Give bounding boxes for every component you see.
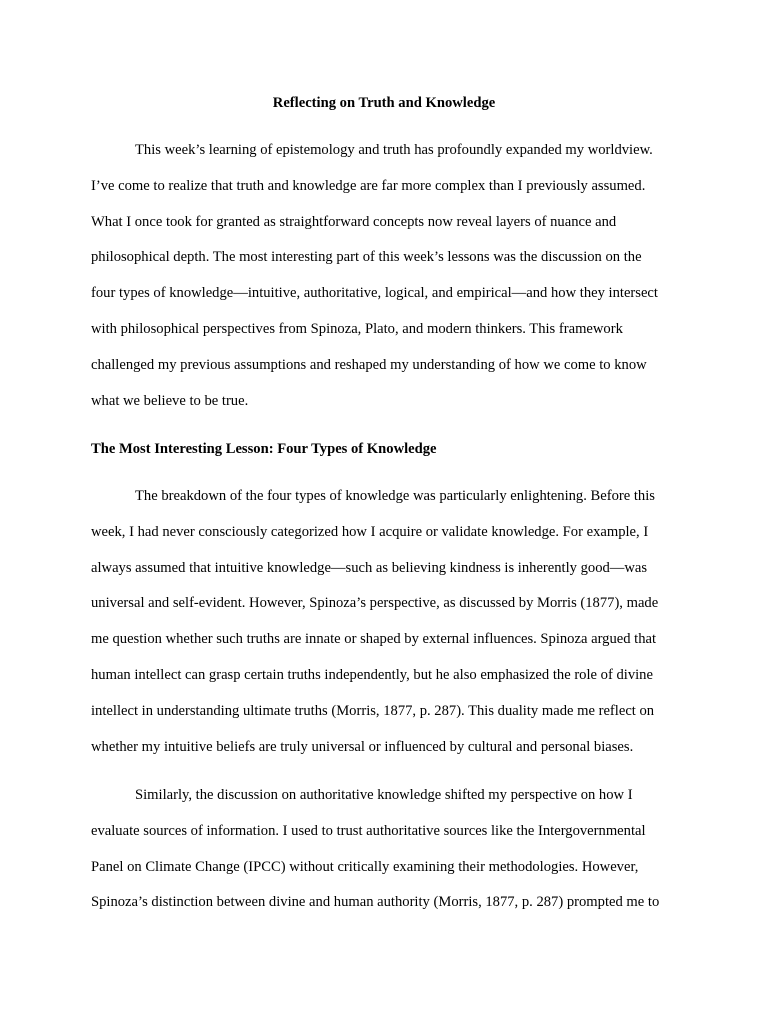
paragraph-line: always assumed that intuitive knowledge—such as believing kindness is inherently good—was: [91, 559, 648, 576]
paragraph-line: What I once took for granted as straightforward concepts now reveal layers of nuance and: [91, 213, 617, 230]
paragraph-line: The breakdown of the four types of knowledge was particularly enlightening. Before this: [135, 488, 655, 504]
paragraph-line: whether my intuitive beliefs are truly universal or influenced by cultural and personal biases.: [91, 738, 634, 755]
paragraph-line: intellect in understanding ultimate truths (Morris, 1877, p. 287). This duality made me reflect on: [91, 702, 655, 719]
paragraph-line: week, I had never consciously categorized how I acquire or validate knowledge. For example, I: [91, 523, 649, 540]
paragraph-line: Panel on Climate Change (IPCC) without critically examining their methodologies. However,: [91, 858, 639, 875]
paragraph-line: me question whether such truths are innate or shaped by external influences. Spinoza argued that: [91, 631, 657, 648]
paragraph-line: human intellect can grasp certain truths independently, but he also emphasized the role of divine: [91, 666, 653, 683]
paragraph-line: with philosophical perspectives from Spinoza, Plato, and modern thinkers. This framework: [91, 320, 623, 337]
paragraph-line: universal and self-evident. However, Spinoza’s perspective, as discussed by Morris (1877), made: [91, 595, 659, 612]
section-heading: The Most Interesting Lesson: Four Types of Knowledge: [91, 441, 437, 457]
paragraph-line: I’ve come to realize that truth and knowledge are far more complex than I previously assumed.: [91, 177, 646, 194]
paragraph-line: Similarly, the discussion on authoritative knowledge shifted my perspective on how I: [135, 787, 633, 803]
document-title: Reflecting on Truth and Knowledge: [272, 95, 496, 111]
paragraph-line: evaluate sources of information. I used to trust authoritative sources like the Intergovernmental: [91, 822, 646, 839]
paragraph-authoritative: [91, 778, 681, 921]
paragraph-line: four types of knowledge—intuitive, authoritative, logical, and empirical—and how they intersect: [91, 285, 658, 302]
paragraph-intro: [91, 133, 681, 419]
paragraph-line: philosophical depth. The most interesting part of this week’s lessons was the discussion on the: [91, 249, 642, 266]
paragraph-line: Spinoza’s distinction between divine and human authority (Morris, 1877, p. 287) prompted me to: [91, 894, 660, 911]
paragraph-line: challenged my previous assumptions and reshaped my understanding of how we come to know: [91, 356, 647, 373]
paragraph-line: This week’s learning of epistemology and truth has profoundly expanded my worldview.: [135, 142, 653, 158]
paragraph-line: what we believe to be true.: [91, 392, 249, 409]
paragraph-four-types: [91, 479, 681, 765]
